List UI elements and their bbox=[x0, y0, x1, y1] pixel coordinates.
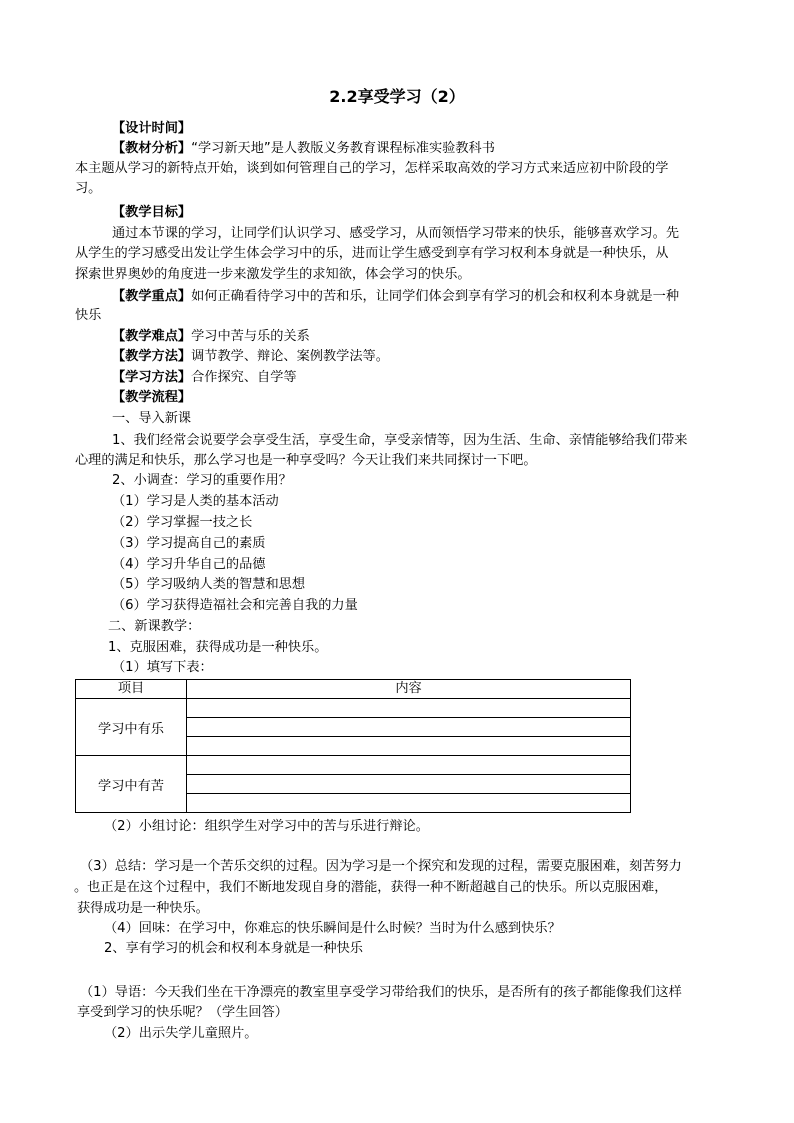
teaching-method: 【教学方法】调节教学、辩论、案例教学法等。 bbox=[112, 349, 389, 364]
list-heading: 2、小调查：学习的重要作用？ bbox=[112, 473, 292, 488]
list-item: （1）学习是人类的基本活动 bbox=[112, 494, 279, 509]
paragraph-line: （2）出示失学儿童照片。 bbox=[104, 1026, 258, 1041]
paragraph-line: 本主题从学习的新特点开始，谈到如何管理自己的学习，怎样采取高效的学习方式来适应初中阶段的学 bbox=[75, 161, 669, 176]
fill-in-table bbox=[75, 679, 631, 813]
table-row bbox=[76, 699, 631, 718]
paragraph-line: 。也正是在这个过程中，我们不断地发现自身的潜能，获得一种不断超越自己的快乐。所以克服困难， bbox=[74, 880, 668, 895]
paragraph-line: 1、我们经常会说要学会享受生活，享受生命，享受亲情等，因为生活、生命、亲情能够给我们带来 bbox=[112, 433, 688, 448]
page-title: 2.2享受学习（2） bbox=[329, 87, 465, 106]
list-item: （5）学习吸纳人类的智慧和思想 bbox=[112, 577, 306, 592]
list-item: （3）学习提高自己的素质 bbox=[112, 536, 266, 551]
paragraph-line: 获得成功是一种快乐。 bbox=[77, 901, 209, 916]
paragraph-line: 探索世界奥妙的角度进一步来激发学生的求知欲，体会学习的快乐。 bbox=[75, 267, 471, 282]
row-label-bitter: 学习中有苦 bbox=[76, 756, 187, 813]
row-label-joy: 学习中有乐 bbox=[76, 699, 187, 756]
textbook-analysis: 【教材分析】“学习新天地”是人教版义务教育课程标准实验教科书 bbox=[112, 141, 495, 156]
table-header-content: 内容 bbox=[187, 680, 631, 699]
list-item: （2）学习掌握一技之长 bbox=[112, 515, 253, 530]
table-cell-blank bbox=[187, 775, 631, 794]
section-heading: 二、新课教学： bbox=[108, 619, 201, 634]
teaching-difficulty: 【教学难点】学习中苦与乐的关系 bbox=[112, 329, 310, 344]
instruction-line: （1）填写下表： bbox=[112, 660, 213, 675]
paragraph-line: （4）回味：在学习中，你难忘的快乐瞬间是什么时候？当时为什么感到快乐？ bbox=[104, 921, 561, 936]
list-item: （4）学习升华自己的品德 bbox=[112, 557, 266, 572]
paragraph-line: 通过本节课的学习，让同学们认识学习、感受学习，从而领悟学习带来的快乐，能够喜欢学习。先 bbox=[112, 226, 680, 241]
paragraph-line: 享受到学习的快乐呢？（学生回答） bbox=[77, 1005, 288, 1020]
teaching-focus: 【教学重点】如何正确看待学习中的苦和乐，让同学们体会到享有学习的机会和权利本身就是一种 bbox=[112, 289, 680, 304]
table-cell-blank bbox=[187, 718, 631, 737]
paragraph-line: 习。 bbox=[75, 181, 102, 196]
table-cell-blank bbox=[187, 737, 631, 756]
table-header-item: 项目 bbox=[76, 680, 187, 699]
learning-method: 【学习方法】合作探究、自学等 bbox=[112, 370, 297, 385]
paragraph-line: 从学生的学习感受出发让学生体会学习中的乐，进而让学生感受到享有学习权利本身就是一种快乐，从 bbox=[75, 246, 669, 261]
subsection-heading: 2、享有学习的机会和权利本身就是一种快乐 bbox=[104, 941, 363, 956]
subsection-heading: 1、克服困难，获得成功是一种快乐。 bbox=[108, 640, 328, 655]
table-cell-blank bbox=[187, 794, 631, 813]
paragraph-line: （3）总结：学习是一个苦乐交织的过程。因为学习是一个探究和发现的过程，需要克服困难，刻苦努力 bbox=[80, 859, 682, 874]
paragraph-line: （1）导语：今天我们坐在干净漂亮的教室里享受学习带给我们的快乐，是否所有的孩子都能像我们这样 bbox=[80, 985, 682, 1000]
paragraph-line: 心理的满足和快乐，那么学习也是一种享受吗？今天让我们来共同探讨一下吧。 bbox=[75, 453, 537, 468]
section-heading: 一、导入新课 bbox=[112, 411, 192, 426]
list-item: （6）学习获得造福社会和完善自我的力量 bbox=[112, 598, 358, 613]
table-cell-blank bbox=[187, 756, 631, 775]
paragraph-line: （2）小组讨论：组织学生对学习中的苦与乐进行辩论。 bbox=[104, 819, 429, 834]
label-teaching-goals: 【教学目标】 bbox=[112, 205, 192, 220]
table-cell-blank bbox=[187, 699, 631, 718]
table-header-row bbox=[76, 680, 631, 699]
label-teaching-process: 【教学流程】 bbox=[112, 390, 192, 405]
label-design-time: 【设计时间】 bbox=[112, 121, 192, 136]
table-row bbox=[76, 756, 631, 775]
paragraph-line: 快乐 bbox=[75, 308, 102, 323]
